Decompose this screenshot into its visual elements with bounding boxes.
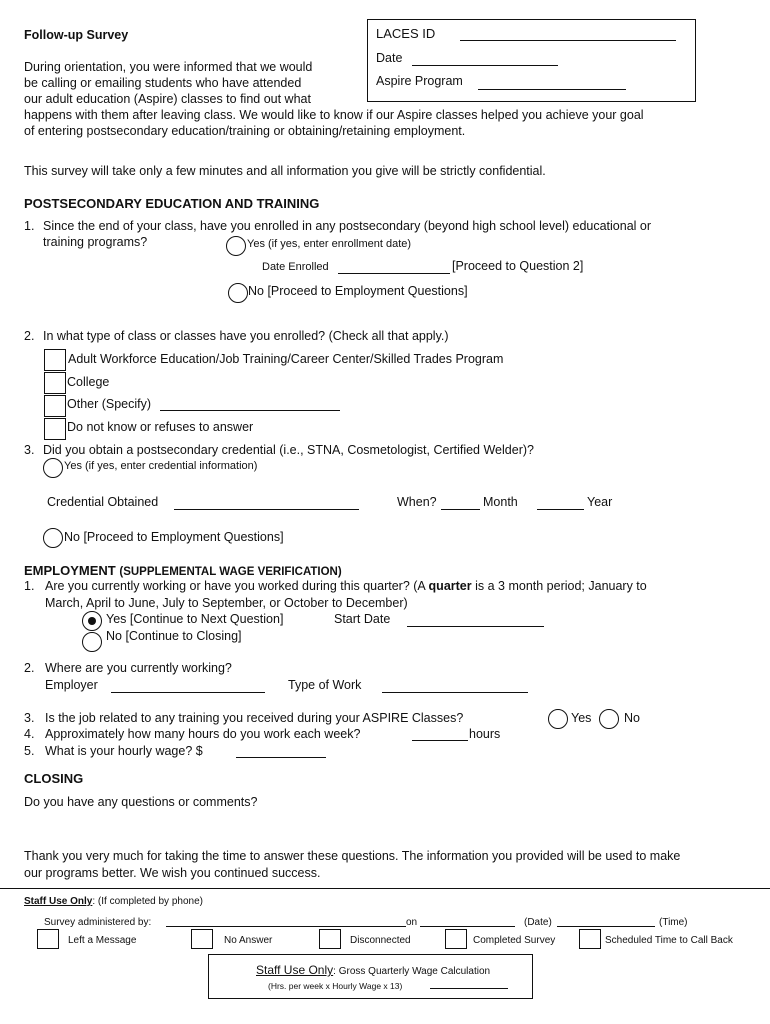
emp-q3-no-label: No bbox=[624, 711, 640, 725]
emp-q4-text: Approximately how many hours do you work each week? bbox=[45, 727, 361, 741]
call-date-field[interactable] bbox=[420, 926, 515, 927]
closing-question: Do you have any questions or comments? bbox=[24, 795, 258, 809]
q3-number: 3. bbox=[24, 443, 35, 457]
staff-use-note: : (If completed by phone) bbox=[92, 896, 203, 907]
no-answer-checkbox[interactable] bbox=[191, 929, 213, 949]
employment-heading-sub: (SUPPLEMENTAL WAGE VERIFICATION) bbox=[119, 566, 342, 578]
emp-q1-start-date-label: Start Date bbox=[334, 612, 391, 626]
q2-option-other-label: Other (Specify) bbox=[67, 397, 152, 411]
emp-q1-quarter-term: quarter bbox=[428, 579, 472, 593]
q1-yes-radio[interactable] bbox=[226, 236, 246, 256]
q3-month-field[interactable] bbox=[441, 509, 480, 510]
scheduled-callback-label: Scheduled Time to Call Back bbox=[605, 935, 733, 946]
call-date-label: (Date) bbox=[524, 917, 552, 928]
emp-q4-number: 4. bbox=[24, 727, 35, 741]
q2-option-unknown-checkbox[interactable] bbox=[44, 418, 66, 440]
q2-option-other-checkbox[interactable] bbox=[44, 395, 66, 417]
completed-survey-label: Completed Survey bbox=[473, 935, 556, 946]
intro-line-2: be calling or emailing students who have attended bbox=[24, 76, 302, 90]
closing-heading: CLOSING bbox=[24, 771, 84, 786]
q2-option-unknown-label: Do not know or refuses to answer bbox=[67, 420, 254, 434]
emp-q5-text: What is your hourly wage? $ bbox=[45, 744, 203, 758]
completed-survey-checkbox[interactable] bbox=[445, 929, 467, 949]
emp-q5-number: 5. bbox=[24, 744, 35, 758]
administered-by-label: Survey administered by: bbox=[44, 917, 152, 928]
laces-id-label: LACES ID bbox=[376, 26, 436, 41]
on-label: on bbox=[406, 917, 418, 928]
emp-q3-yes-label: Yes bbox=[571, 711, 592, 725]
emp-q3-text: Is the job related to any training you received during your ASPIRE Classes? bbox=[45, 711, 464, 725]
emp-q1-start-date-field[interactable] bbox=[407, 626, 544, 627]
q3-no-radio[interactable] bbox=[43, 528, 63, 548]
q2-text: In what type of class or classes have you enrolled? (Check all that apply.) bbox=[43, 329, 449, 343]
call-time-field[interactable] bbox=[557, 926, 655, 927]
administered-by-field[interactable] bbox=[166, 926, 406, 927]
wage-calc-title bbox=[256, 963, 490, 979]
emp-q1-no-label: No [Continue to Closing] bbox=[106, 629, 242, 643]
disconnected-checkbox[interactable] bbox=[319, 929, 341, 949]
employment-heading bbox=[24, 563, 342, 580]
q1-date-enrolled-field[interactable] bbox=[338, 273, 450, 274]
q1-number: 1. bbox=[24, 219, 35, 233]
emp-q1-text-line-2: March, April to June, July to September, or October to December) bbox=[45, 596, 408, 610]
emp-q4-hours-field[interactable] bbox=[412, 740, 468, 741]
disconnected-label: Disconnected bbox=[350, 935, 411, 946]
wage-calc-staff-label: Staff Use Only bbox=[256, 963, 334, 977]
staff-divider bbox=[0, 888, 770, 889]
emp-q1-yes-radio[interactable] bbox=[82, 611, 102, 631]
intro-line-1: During orientation, you were informed that we would bbox=[24, 60, 313, 74]
call-time-label: (Time) bbox=[659, 917, 688, 928]
q3-yes-radio[interactable] bbox=[43, 458, 63, 478]
emp-q1-text-b: is a 3 month period; January to bbox=[475, 579, 647, 593]
confidential-note: This survey will take only a few minutes and all information you give will be strictly confidential. bbox=[24, 164, 546, 178]
wage-calc-title-rest: : Gross Quarterly Wage Calculation bbox=[333, 966, 491, 977]
date-label: Date bbox=[376, 51, 403, 65]
emp-q1-no-radio[interactable] bbox=[82, 632, 102, 652]
q2-number: 2. bbox=[24, 329, 35, 343]
q1-text-line-2: training programs? bbox=[43, 235, 148, 249]
emp-q2-number: 2. bbox=[24, 661, 35, 675]
scheduled-callback-checkbox[interactable] bbox=[579, 929, 601, 949]
staff-use-label bbox=[24, 894, 203, 909]
q3-year-field[interactable] bbox=[537, 509, 584, 510]
emp-q4-hours-label: hours bbox=[469, 727, 501, 741]
left-message-label: Left a Message bbox=[68, 935, 137, 946]
emp-q2-text: Where are you currently working? bbox=[45, 661, 232, 675]
emp-q3-number: 3. bbox=[24, 711, 35, 725]
q2-option-workforce-label: Adult Workforce Education/Job Training/Career Center/Skilled Trades Program bbox=[68, 352, 504, 366]
staff-use-title: Staff Use Only bbox=[24, 896, 93, 907]
q3-month-label: Month bbox=[483, 495, 518, 509]
q3-when-label: When? bbox=[397, 495, 437, 509]
q3-no-label: No [Proceed to Employment Questions] bbox=[64, 530, 284, 544]
left-message-checkbox[interactable] bbox=[37, 929, 59, 949]
wage-calc-field[interactable] bbox=[430, 988, 508, 989]
q1-yes-label: Yes (if yes, enter enrollment date) bbox=[247, 238, 412, 250]
emp-q2-employer-label: Employer bbox=[45, 678, 98, 692]
emp-q5-wage-field[interactable] bbox=[236, 757, 326, 758]
emp-q1-yes-label: Yes [Continue to Next Question] bbox=[106, 612, 284, 626]
emp-q1-text-line-1 bbox=[45, 579, 647, 594]
aspire-program-label: Aspire Program bbox=[376, 74, 463, 88]
intro-line-5: of entering postsecondary education/training or obtaining/retaining employment. bbox=[24, 124, 466, 138]
q3-credential-label: Credential Obtained bbox=[47, 495, 159, 509]
q1-date-enrolled-label: Date Enrolled bbox=[262, 261, 329, 273]
thanks-line-1: Thank you very much for taking the time to answer these questions. The information you provided will be used to make bbox=[24, 849, 681, 863]
q1-text-line-1: Since the end of your class, have you enrolled in any postsecondary (beyond high school level) educational or bbox=[43, 219, 652, 233]
date-field[interactable] bbox=[412, 65, 558, 66]
q1-no-radio[interactable] bbox=[228, 283, 248, 303]
q1-no-label: No [Proceed to Employment Questions] bbox=[248, 284, 468, 298]
postsecondary-heading: POSTSECONDARY EDUCATION AND TRAINING bbox=[24, 196, 320, 211]
emp-q2-type-label: Type of Work bbox=[288, 678, 362, 692]
q2-other-specify-field[interactable] bbox=[160, 410, 340, 411]
q1-proceed-note: [Proceed to Question 2] bbox=[452, 259, 584, 273]
q3-credential-field[interactable] bbox=[174, 509, 359, 510]
emp-q2-type-field[interactable] bbox=[382, 692, 528, 693]
laces-id-field[interactable] bbox=[460, 40, 676, 41]
emp-q3-no-radio[interactable] bbox=[599, 709, 619, 729]
q3-year-label: Year bbox=[587, 495, 613, 509]
intro-line-4: happens with them after leaving class. We would like to know if our Aspire classes helped you achieve your goal bbox=[24, 108, 644, 122]
emp-q3-yes-radio[interactable] bbox=[548, 709, 568, 729]
wage-calc-formula: (Hrs. per week x Hourly Wage x 13) bbox=[268, 981, 403, 991]
q3-yes-label: Yes (if yes, enter credential information) bbox=[64, 460, 258, 472]
aspire-program-field[interactable] bbox=[478, 89, 626, 90]
q2-option-college-checkbox[interactable] bbox=[44, 372, 66, 394]
thanks-line-2: our programs better. We wish you continued success. bbox=[24, 866, 321, 880]
emp-q1-number: 1. bbox=[24, 579, 35, 593]
q3-text: Did you obtain a postsecondary credential (i.e., STNA, Cosmetologist, Certified Welder)? bbox=[43, 443, 534, 457]
emp-q1-text-a: Are you currently working or have you worked during this quarter? (A bbox=[45, 579, 426, 593]
q2-option-workforce-checkbox[interactable] bbox=[44, 349, 66, 371]
emp-q2-employer-field[interactable] bbox=[111, 692, 265, 693]
no-answer-label: No Answer bbox=[224, 935, 273, 946]
q2-option-college-label: College bbox=[67, 375, 110, 389]
form-title: Follow-up Survey bbox=[24, 28, 129, 42]
employment-heading-main: EMPLOYMENT bbox=[24, 563, 116, 578]
intro-line-3: our adult education (Aspire) classes to find out what bbox=[24, 92, 311, 106]
